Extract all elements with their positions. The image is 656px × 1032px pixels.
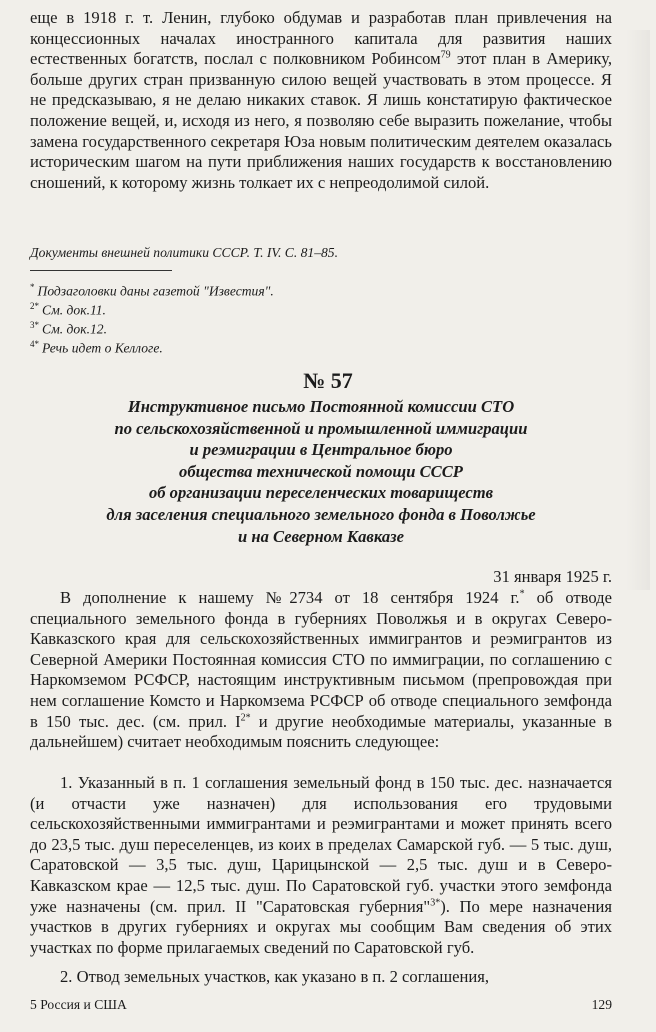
footnote-text: См. док.12. [42,321,107,337]
title-line: и на Северном Кавказе [238,526,404,546]
continued-paragraph [30,8,612,193]
footnote-mark: 2* [30,301,39,311]
paragraph-text: и другие необходимые материалы, указанные в дальнейшем) считает необходимым пояснить следующее: [30,711,612,752]
title-line: и реэмиграции в Центральное бюро [189,440,453,460]
footnote-text: Речь идет о Келлоге. [42,340,163,356]
title-line: для заселения специального земельного фонда в Поволжье [106,504,536,524]
footnote-mark: 4* [30,339,39,349]
title-line: об организации переселенческих товариществ [148,483,494,503]
document-date: 31 января 1925 г. [493,567,612,586]
title-line: по сельскохозяйственной и промышленной иммиграции [114,418,528,438]
paragraph-text: В дополнение к нашему №2734 от 18 сентября 1924 г. [60,588,520,607]
footnote-ref: * [519,588,525,600]
body-paragraph-3: 2. Отвод земельных участков, как указано в п. 2 соглашения, [60,967,490,986]
paragraph-text: 1. Указанный в п. 1 соглашения земельный фонд в 150 тыс. дес. назначается (и отчасти уже назначен) для использования его трудовыми сельскохозяйственными иммигрантами и реэмигрантами и может принять всего до 23,5 тыс. душ переселенцев, из коих в пределах Самарской губ. — 5 тыс. душ, Саратовской — 3,5 тыс. душ, Царицынской — 2,5 тыс. душ и в Северо-Кавказском крае — 12,5 тыс. душ. По Саратовской губ. участки этого земфонда уже назначены (см. прил. II "Саратовская губерния" [30,773,612,916]
endnote-marker: 79 [440,49,451,61]
footnote-mark: 3* [30,320,39,330]
footnote-mark: * [30,282,35,292]
paragraph-text: об отводе специального земельного фонда в губерниях Поволжья и в округах Северо-Кавказского края для сельскохозяйственных иммигрантов и реэмигрантов из Северной Америки Постоянная комиссия СТО по иммиграции, по соглашению с Наркомземом РСФСР, настоящим инструктивным письмом (препровождая при нем соглашение Комсто и Наркомзема РСФСР об отводе специального земфонда в 150 тыс. дес. (см. прил. I [30,588,612,731]
footnote-text: Подзаголовки даны газетой "Известия". [37,283,274,299]
page-edge-shadow [626,30,650,590]
paragraph-text: ). По мере назначения участков в других губерниях и округах мы сообщим Вам сведения об этих участках по форме прилагаемых сведений по Саратовской губ. [30,896,612,957]
body-paragraph-1 [30,588,612,753]
running-footer: 5 Россия и США [30,997,127,1012]
footnote-4 [30,335,612,358]
page-number: 129 [591,997,612,1012]
title-line: Инструктивное письмо Постоянной комиссии СТО [127,397,515,416]
footnote-ref: 3* [430,897,441,909]
paragraph-text-rest: этот план в Америку, больше других стран призванную силою вещей участвовать в этом процессе. Я не предсказываю, я не делаю никаких ставок. Я лишь констатирую фактическое положение вещей, и, исходя из него, я позволяю себе выразить пожелание, чтобы замена государственного секретаря Юза новым политическим деятелем оказалась историческим шагом на пути приближения наших государств к восстановлению сношений, к которому жизнь толкает их с непреодолимой силой. [30,49,612,192]
source-citation: Документы внешней политики СССР. Т. IV. С. 81–85. [30,245,338,260]
document-number: № 57 [303,368,353,393]
footnote-ref: 2* [240,712,251,724]
body-paragraph-2 [30,773,612,958]
document-title [40,396,602,547]
footnote-text: См. док.11. [42,302,106,318]
footnote-divider [30,270,172,271]
title-line: общества технической помощи СССР [179,461,463,481]
paragraph-text: еще в 1918 г. т. Ленин, глубоко обдумав и разработав план привлечения на концессионных началах иностранного капитала для развития наших естественных богатств, послал с полковником Робинсом [30,8,612,69]
